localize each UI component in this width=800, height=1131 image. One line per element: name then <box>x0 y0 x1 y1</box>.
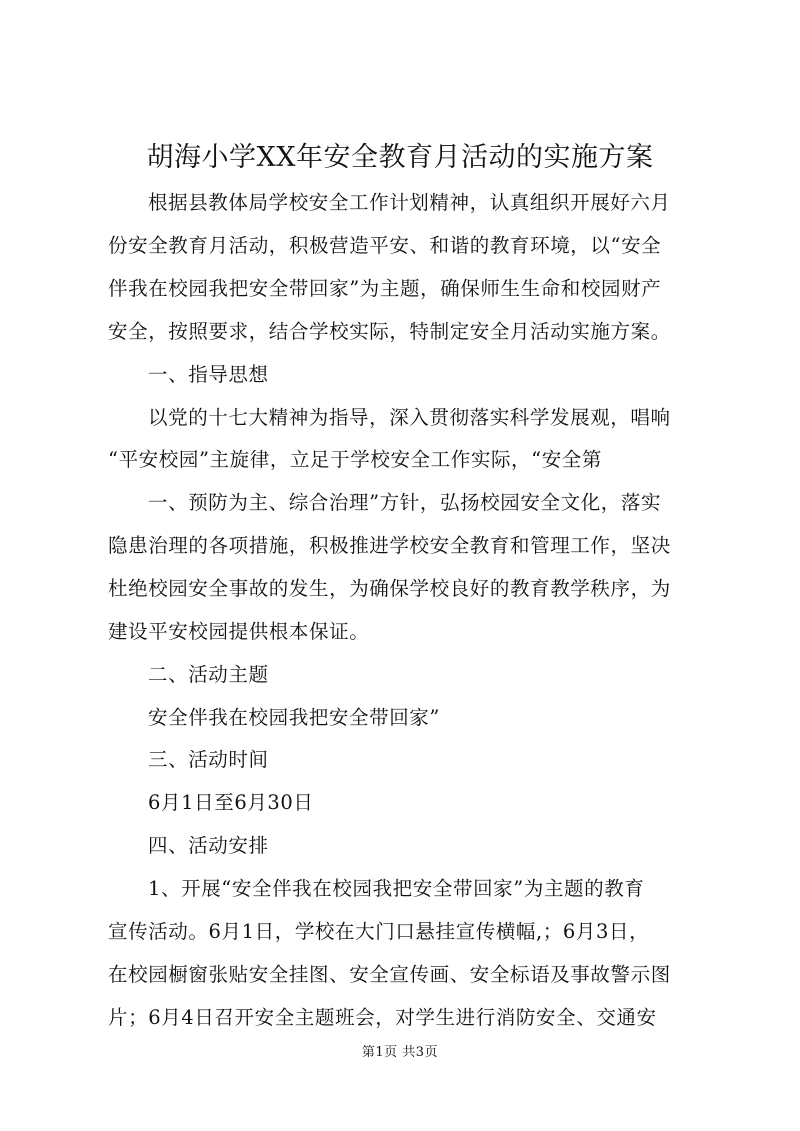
page-footer: 第1页 共3页 <box>361 1045 439 1060</box>
body-line: 根据县教体局学校安全工作计划精神，认真组织开展好六月 <box>148 191 671 214</box>
body-line: 宣传活动。6月1日，学校在大门口悬挂宣传横幅,；6月3日， <box>108 920 650 943</box>
body-line: 安全，按照要求，结合学校实际，特制定安全月活动实施方案。 <box>108 320 671 343</box>
body-line: 隐患治理的各项措施，积极推进学校安全教育和管理工作，坚决 <box>108 534 671 557</box>
body-line: “平安校园”主旋律，立足于学校安全工作实际，“安全第 <box>108 448 603 471</box>
document-title: 胡海小学XX年安全教育月活动的实施方案 <box>146 142 654 173</box>
section-heading: 二、活动主题 <box>148 663 269 686</box>
section-heading: 四、活动安排 <box>148 834 269 857</box>
body-line: 一、预防为主、综合治理”方针，弘扬校园安全文化，落实 <box>148 491 662 514</box>
body-line: 以党的十七大精神为指导，深入贯彻落实科学发展观，唱响 <box>148 406 671 429</box>
body-line: 片；6月4日召开安全主题班会，对学生进行消防安全、交通安 <box>108 1006 657 1029</box>
body-line: 在校园橱窗张贴安全挂图、安全宣传画、安全标语及事故警示图 <box>108 963 671 986</box>
body-line: 杜绝校园安全事故的发生，为确保学校良好的教育教学秩序，为 <box>108 577 671 600</box>
body-line: 建设平安校园提供根本保证。 <box>108 620 370 643</box>
body-line: 6月1日至6月30日 <box>148 791 314 814</box>
body-line: 伴我在校园我把安全带回家”为主题，确保师生生命和校园财产 <box>108 277 662 300</box>
body-line: 份安全教育月活动，积极营造平安、和谐的教育环境，以“安全 <box>108 234 662 257</box>
section-heading: 一、指导思想 <box>148 363 269 386</box>
body-line: 安全伴我在校园我把安全带回家” <box>148 706 440 729</box>
section-heading: 三、活动时间 <box>148 748 269 771</box>
body-line: 1、开展“安全伴我在校园我把安全带回家”为主题的教育 <box>148 877 645 900</box>
